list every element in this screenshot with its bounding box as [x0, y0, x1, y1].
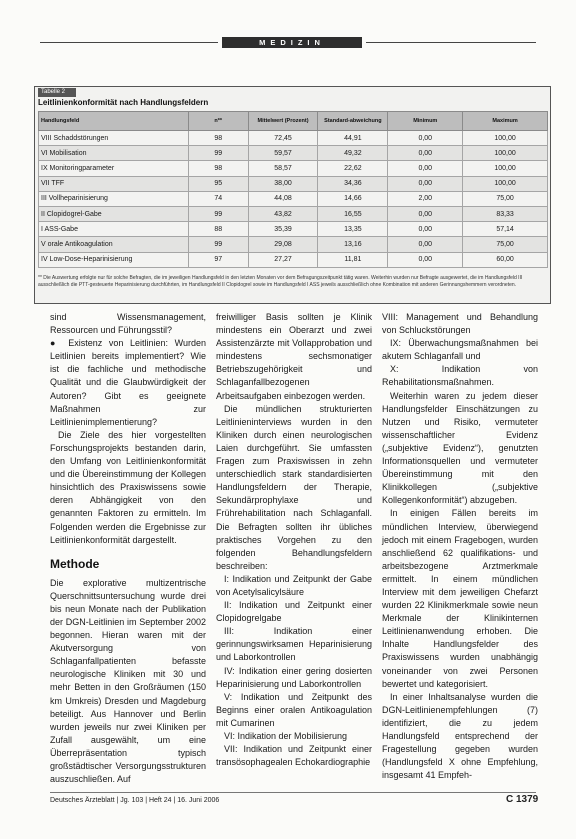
footer-rule	[50, 792, 536, 793]
table-cell: 99	[188, 206, 248, 221]
table-cell: 16,55	[318, 206, 388, 221]
table-cell: VI Mobilisation	[39, 146, 189, 161]
table-row	[39, 252, 548, 267]
table-cell: 88	[188, 222, 248, 237]
table-cell: 75,00	[463, 237, 548, 252]
section-banner: MEDIZIN	[222, 37, 362, 48]
table-cell: 98	[188, 161, 248, 176]
table-cell: 99	[188, 237, 248, 252]
table-cell: 97	[188, 252, 248, 267]
table-cell: 57,14	[463, 222, 548, 237]
table-cell: I ASS-Gabe	[39, 222, 189, 237]
table-cell: 13,35	[318, 222, 388, 237]
table-tag: Tabelle 2	[38, 88, 76, 97]
table-row	[39, 131, 548, 146]
table-cell: 60,00	[463, 252, 548, 267]
list-item: IV: Indikation einer gering dosierten Heparinisierung und Laborkontrollen	[216, 665, 372, 689]
table-row	[39, 161, 548, 176]
table-cell: 83,33	[463, 206, 548, 221]
table-cell: 100,00	[463, 176, 548, 191]
table-row	[39, 222, 548, 237]
table-row	[39, 206, 548, 221]
table-cell: 22,62	[318, 161, 388, 176]
paragraph: sind Wissensmanagement, Ressourcen und Führungsstil?	[50, 312, 206, 336]
table-cell: 43,82	[248, 206, 318, 221]
table-footnote: ** Die Auswertung erfolgte nur für solche Befragten, die im jeweiligen Handlungsfeld in den letzten Monaten vor dem Befragungszeitpunkt tätig waren. Weiterhin wurden nur Befragte ausgewertet, die im Handlungsfeld III ausschließlich die PTT-gesteuerte Heparinisierung durchführten, im Handlungsfeld II Clopidogrel sowie im Handlungsfeld I ASS jeweils ausschließlich ohne Kombination mit anderen Gerinnungshemmern verordneten.	[38, 275, 523, 288]
table-cell: 0,00	[388, 131, 463, 146]
col-header-mean: Mittelwert (Prozent)	[248, 112, 318, 131]
paragraph: Die mündlichen strukturierten Leitlinieninterviews wurden in den Kliniken durch einen neurologischen Laien durchgeführt. Sie umfassten Fragen zum Praxiswissen in zehn unterschiedlich stark standardisierten Handlungsfeldern der Therapie, Sekundärprophylaxe und Frührehabilitation nach Schlaganfall. Die Befragten sollten ihr übliches praktisches Vorgehen zu den folgenden Behandlungsfeldern beschreiben:	[216, 403, 372, 571]
table-cell: 0,00	[388, 206, 463, 221]
table-row	[39, 237, 548, 252]
table-title: Leitlinienkonformität nach Handlungsfeldern	[38, 98, 209, 107]
table-cell: 58,57	[248, 161, 318, 176]
table-cell: V orale Antikoagulation	[39, 237, 189, 252]
conformity-table	[38, 111, 548, 268]
paragraph	[50, 337, 206, 429]
bullet-text: Existenz von Leitlinien: Wurden Leitlinien bereits implementiert? Wie ist die fachliche und methodische Qualität und die Glaubwürdigkeit der Autoren? Gibt es geeignete Maßnahmen zur Leitlinienimplementierung?	[50, 338, 207, 427]
table-row	[39, 176, 548, 191]
list-item: V: Indikation und Zeitpunkt des Beginns einer oralen Antikoagulation mit Cumarinen	[216, 691, 372, 728]
page-number: C 1379	[506, 794, 539, 805]
section-heading-methode: Methode	[50, 556, 100, 571]
col-header-field: Handlungsfeld	[39, 112, 189, 131]
table-cell: 95	[188, 176, 248, 191]
table-cell: 100,00	[463, 146, 548, 161]
table-cell: 0,00	[388, 237, 463, 252]
table-header-row	[39, 112, 548, 131]
paragraph: Weiterhin waren zu jedem dieser Handlungsfelder Einschätzungen zu Nutzen und Risiko, vermuteter wissenschaftlicher Evidenz („subjektive Evidenz“), genutzten Informationsquellen und vermuteter Übereinstimmung mit den Klinikkollegen („subjektive Kollegenkonformität“) abzugeben.	[382, 390, 538, 506]
table-cell: 44,91	[318, 131, 388, 146]
table-cell: 100,00	[463, 131, 548, 146]
list-item: VIII: Management und Behandlung von Schluckstörungen	[382, 312, 538, 336]
table-cell: 0,00	[388, 161, 463, 176]
table-cell: 44,08	[248, 191, 318, 206]
col-header-min: Minimum	[388, 112, 463, 131]
table-cell: 49,32	[318, 146, 388, 161]
table-cell: 99	[188, 146, 248, 161]
table-cell: VII TFF	[39, 176, 189, 191]
table-cell: 100,00	[463, 161, 548, 176]
table-cell: VIII Schaddstörungen	[39, 131, 189, 146]
table-cell: 59,57	[248, 146, 318, 161]
paragraph: freiwilliger Basis sollten je Klinik mindestens ein Oberarzt und zwei Assistenzärzte mit Vollapprobation und mindestens sechsmonatiger Betriebszugehörigkeit und Schlaganfallbezogenen Arbeitsaufgaben einbezogen werden.	[216, 312, 372, 401]
list-item: I: Indikation und Zeitpunkt der Gabe von Acetylsalicylsäure	[216, 573, 372, 597]
table-cell: 29,08	[248, 237, 318, 252]
list-item: X: Indikation von Rehabilitationsmaßnahmen.	[382, 364, 538, 388]
table-cell: II Clopidogrel-Gabe	[39, 206, 189, 221]
table-cell: 0,00	[388, 222, 463, 237]
header-rule-left	[40, 42, 218, 43]
table-cell: 74	[188, 191, 248, 206]
list-item: II: Indikation und Zeitpunkt einer Clopidogrelgabe	[216, 600, 372, 624]
table-cell: 98	[188, 131, 248, 146]
text-column-3	[382, 311, 538, 782]
table-cell: 11,81	[318, 252, 388, 267]
paragraph: Die Ziele des hier vorgestellten Forschungsprojekts bestanden darin, den Umfang von Leitlinienkonformität und die Übereinstimmung der Kollegen hinsichtlich des Praxiswissens sowie deren Abhängigkeit von den genannten Faktoren zu ermitteln. Im Folgenden werden die Ergebnisse zur Leitlinienkonformität dargestellt.	[50, 429, 206, 545]
col-header-n: n**	[188, 112, 248, 131]
table-row	[39, 191, 548, 206]
col-header-max: Maximum	[463, 112, 548, 131]
table-cell: 75,00	[463, 191, 548, 206]
list-item: VI: Indikation der Mobilisierung	[224, 731, 348, 741]
bullet-icon: ●	[50, 338, 60, 349]
list-item: VII: Indikation und Zeitpunkt einer transösophagealen Echokardiographie	[216, 744, 372, 768]
table-cell: 2,00	[388, 191, 463, 206]
table-cell: IV Low-Dose-Heparinisierung	[39, 252, 189, 267]
paragraph: Die explorative multizentrische Querschnittsuntersuchung wurde drei bis neun Monate nach der Publikation der DGN-Leitlinien im September 2002 begonnen. Hieran waren mit der Akutversorgung von Schlaganfallpatienten befasste neurologische Kliniken mit 30 und mehr Betten in den Großräumen (150 km Umkreis) Dresden und Magdeburg beteiligt. Aus Hannover und Berlin wurden jeweils nur zwei Kliniken per Zufall ausgewählt, um eine Überrepräsentation typisch großstädtischer Versorgungsstrukturen auszuschließen. Auf	[50, 577, 206, 785]
table-cell: 13,16	[318, 237, 388, 252]
text-column-2	[216, 311, 372, 769]
table-row	[39, 146, 548, 161]
list-item: IX: Überwachungsmaßnahmen bei akutem Schlaganfall und	[382, 338, 538, 362]
table-cell: 38,00	[248, 176, 318, 191]
col-header-sd: Standard-abweichung	[318, 112, 388, 131]
list-item: III: Indikation einer gerinnungswirksamen Heparinisierung und Laborkontrollen	[216, 626, 372, 663]
table-cell: IX Monitoringparameter	[39, 161, 189, 176]
table-cell: 72,45	[248, 131, 318, 146]
journal-citation: Deutsches Ärzteblatt | Jg. 103 | Heft 24 | 16. Juni 2006	[50, 797, 220, 804]
paragraph: In einigen Fällen bereits im mündlichen Interview, überwiegend jedoch mit einem Fragebogen, wurden anschließend 62 qualifikations- und arbeitsbezogene Arztmerkmale ermittelt. In einem mündlichen Interview mit dem jeweiligen Chefarzt wurden 22 Klinikmerkmale sowie neun Merkmale der Klinikinternen Leitlinienanwendung erhoben. Die Inhalte Handlungsfelder des Praxiswissens wurden unabhängig voneinander von zwei Personen bewertet und kategorisiert.	[382, 508, 538, 689]
table-cell: III Vollheparinisierung	[39, 191, 189, 206]
header-rule-right	[366, 42, 536, 43]
table-cell: 34,36	[318, 176, 388, 191]
table-cell: 0,00	[388, 176, 463, 191]
table-cell: 35,39	[248, 222, 318, 237]
paragraph: In einer Inhaltsanalyse wurden die DGN-Leitlinienempfehlungen (7) identifiziert, die zu jedem Handlungsfeld entsprechend der Fragestellung gegeben wurden (Handlungsfeld X ohne Empfehlung, insgesamt 41 Empfeh-	[382, 691, 538, 781]
table-cell: 0,00	[388, 252, 463, 267]
text-column-1	[50, 311, 206, 786]
table-cell: 0,00	[388, 146, 463, 161]
table-cell: 27,27	[248, 252, 318, 267]
table-cell: 14,66	[318, 191, 388, 206]
